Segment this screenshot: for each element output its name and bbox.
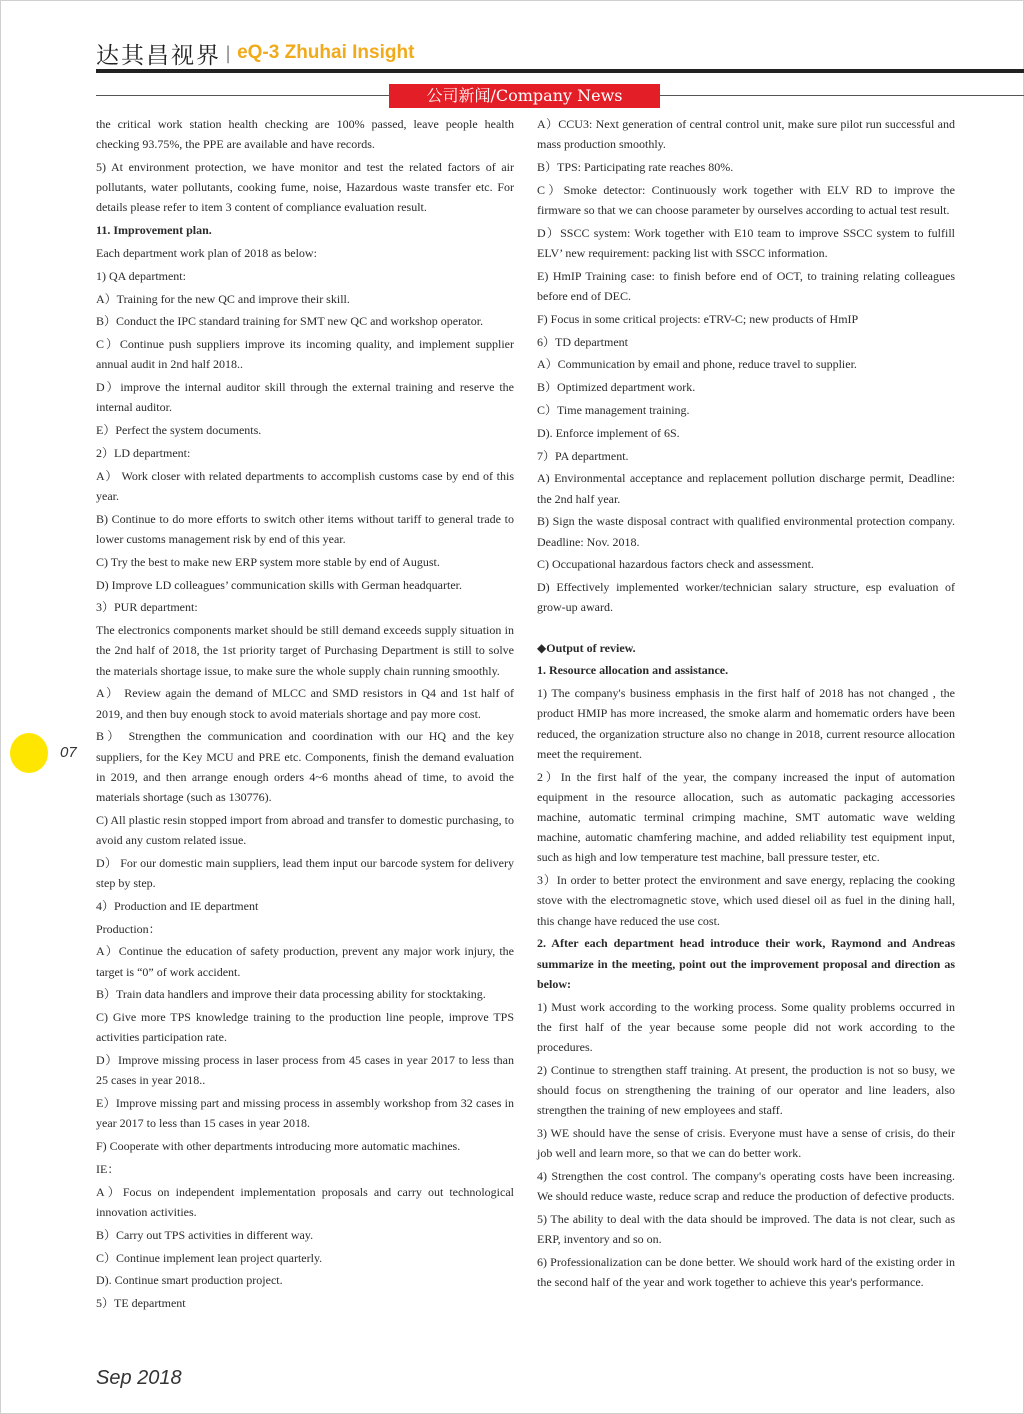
paragraph: 2）LD department: bbox=[96, 445, 191, 460]
paragraph: F) Focus in some critical projects: eTRV-C; new products of HmIP bbox=[537, 311, 859, 326]
heading-improvement-proposal: 2. After each department head introduce their work, Raymond and Andreas summarize in the meeting, point out the improvement proposal and direction as below: bbox=[537, 936, 955, 991]
heading-improvement-plan: 11. Improvement plan. bbox=[96, 223, 212, 238]
paragraph: C）Continue implement lean project quarterly. bbox=[96, 1250, 323, 1265]
heading-resource-allocation: 1. Resource allocation and assistance. bbox=[537, 663, 729, 678]
paragraph: 1) The company's business emphasis in the first half of 2018 has not changed , the product HMIP has more increased, the smoke alarm and homematic orders have been reduced, the organization structure also no change in 2018, current resource allocation meet the requirement. bbox=[537, 686, 955, 761]
paragraph: A） Work closer with related departments to accomplish customs case by end of this year. bbox=[96, 468, 514, 503]
paragraph: A）CCU3: Next generation of central control unit, make sure pilot run successful and mass production smoothly. bbox=[537, 117, 955, 152]
paragraph: B） Strengthen the communication and coordination with our HQ and the key suppliers, for the Key MCU and PRE etc. Components, finish the demand evaluation in 2019, and then arrange enough orders 4~6 months ahead of time, to avoid the materials shortage (such as 130776). bbox=[96, 729, 514, 804]
paragraph: D）Improve missing process in laser process from 45 cases in year 2017 to less than 25 cases in year 2018.. bbox=[96, 1053, 514, 1088]
paragraph: 3）In order to better protect the environment and save energy, replacing the cooking stove with the electromagnetic stove, which used diesel oil as fuel in the dining hall, this change have reduced the use cost. bbox=[537, 873, 955, 928]
paragraph: B) Continue to do more efforts to switch other items without tariff to general trade to lower customs management risk by end of this year. bbox=[96, 511, 514, 546]
paragraph: E) HmIP Training case: to finish before end of OCT, to training relating colleagues before end of DEC. bbox=[537, 268, 955, 303]
brand-english-title: eQ-3 Zhuhai Insight bbox=[237, 42, 415, 63]
paragraph: D) Effectively implemented worker/technician salary structure, esp evaluation of grow-up award. bbox=[537, 580, 955, 615]
paragraph: C) Occupational hazardous factors check and assessment. bbox=[537, 557, 814, 572]
paragraph: 7）PA department. bbox=[537, 448, 629, 463]
paragraph: Production： bbox=[96, 921, 161, 936]
section-tag-company-news: 公司新闻/Company News bbox=[389, 84, 660, 108]
paragraph: 5) The ability to deal with the data should be improved. The data is not clear, such as ERP, inventory and so on. bbox=[537, 1212, 955, 1247]
paragraph: A）Focus on independent implementation proposals and carry out technological innovation activities. bbox=[96, 1184, 514, 1219]
paragraph: D）improve the internal auditor skill through the external training and reserve the internal auditor. bbox=[96, 380, 514, 415]
paragraph: C) Try the best to make new ERP system more stable by end of August. bbox=[96, 554, 440, 569]
paragraph: B）Train data handlers and improve their data processing ability for stocktaking. bbox=[96, 987, 486, 1002]
paragraph: E）Improve missing part and missing process in assembly workshop from 32 cases in year 2017 to less than 15 cases in year 2018. bbox=[96, 1096, 514, 1131]
issue-date: Sep 2018 bbox=[96, 1367, 182, 1389]
paragraph: C) Give more TPS knowledge training to the production line people, improve TPS activities participation rate. bbox=[96, 1010, 514, 1045]
paragraph: The electronics components market should be still demand exceeds supply situation in the 2nd half of 2018, the 1st priority target of Purchasing Department is still to solve the materials shortage issue, to make sure the whole supply chain running smoothly. bbox=[96, 623, 514, 678]
paragraph: A）Continue the education of safety production, prevent any major work injury, the target is “0” of work accident. bbox=[96, 944, 514, 979]
paragraph: C) All plastic resin stopped import from abroad and transfer to domestic purchasing, to avoid any custom related issue. bbox=[96, 812, 514, 847]
paragraph: 3) WE should have the sense of crisis. Everyone must have a sense of crisis, do their job well and learn more, so that we can do better work. bbox=[537, 1126, 955, 1161]
paragraph: A) Environmental acceptance and replacement pollution discharge permit, Deadline: the 2nd half year. bbox=[537, 471, 955, 506]
left-column bbox=[96, 114, 514, 1316]
header-brand bbox=[96, 38, 414, 68]
header-rule-thick bbox=[96, 69, 1024, 73]
paragraph: A）Training for the new QC and improve their skill. bbox=[96, 291, 350, 306]
paragraph: B）Optimized department work. bbox=[537, 380, 696, 395]
paragraph: 3）PUR department: bbox=[96, 600, 198, 615]
paragraph: 2) Continue to strengthen staff training. At present, the production is not so busy, we should focus on strengthening the training of our operator and line leaders, also strengthen the training of new employees and staff. bbox=[537, 1062, 955, 1118]
paragraph: B）TPS: Participating rate reaches 80%. bbox=[537, 160, 734, 174]
paragraph: B）Conduct the IPC standard training for SMT new QC and workshop operator. bbox=[96, 314, 484, 329]
paragraph: D) Improve LD colleagues’ communication skills with German headquarter. bbox=[96, 577, 462, 592]
paragraph: 5) At environment protection, we have monitor and test the related factors of air pollutants, water pollutants, cooking fume, noise, Hazardous waste transfer etc. For details please refer to item 3 content of compliance evaluation result. bbox=[96, 160, 514, 215]
paragraph: 1) QA department: bbox=[96, 268, 186, 283]
paragraph: IE： bbox=[96, 1161, 120, 1176]
paragraph: 4）Production and IE department bbox=[96, 898, 259, 913]
paragraph: 6) Professionalization can be done better. We should work hard of the existing order in the second half of the year and work together to achieve this year's performance. bbox=[537, 1255, 955, 1290]
paragraph: B) Sign the waste disposal contract with qualified environmental protection company. Deadline: Nov. 2018. bbox=[537, 514, 955, 549]
right-column bbox=[537, 114, 955, 1295]
paragraph: C）Time management training. bbox=[537, 402, 690, 417]
paragraph: 2）In the first half of the year, the company increased the input of automation equipment in the resource allocation, such as automatic packaging accessories machine, automatic terminal crimping machine, SMT automatic wave welding machine, automatic chamfering machine, and added reliability test equipment input, such as high and low temperature test machine, ball pressure tester, etc. bbox=[537, 769, 955, 865]
heading-output-of-review: ◆Output of review. bbox=[537, 640, 636, 655]
page-marker-dot bbox=[10, 733, 48, 773]
paragraph: D）SSCC system: Work together with E10 team to improve SSCC system to fulfill ELV’ new requirement: packing list with SSCC information. bbox=[537, 225, 955, 260]
paragraph: the critical work station health checking are 100% passed, leave people health checking 93.75%, the PPE are available and have records. bbox=[96, 117, 514, 152]
paragraph: Each department work plan of 2018 as below: bbox=[96, 246, 317, 260]
paragraph: B）Carry out TPS activities in different way. bbox=[96, 1227, 314, 1242]
brand-separator: | bbox=[225, 42, 232, 64]
page-number: 07 bbox=[60, 744, 77, 761]
paragraph: 4) Strengthen the cost control. The company's operating costs have been increasing. We should reduce waste, reduce scrap and reduce the production of defective products. bbox=[537, 1169, 955, 1204]
paragraph: C）Continue push suppliers improve its incoming quality, and implement supplier annual audit in 2nd half 2018.. bbox=[96, 337, 514, 372]
brand-chinese-title: 达其昌视界 bbox=[96, 42, 221, 69]
paragraph: C）Smoke detector: Continuously work together with ELV RD to improve the firmware so that we can choose parameter by ourselves according to actual test result. bbox=[537, 182, 955, 217]
paragraph: A）Communication by email and phone, reduce travel to supplier. bbox=[537, 357, 857, 372]
paragraph: 5）TE department bbox=[96, 1296, 186, 1311]
paragraph: D） For our domestic main suppliers, lead them input our barcode system for delivery step by step. bbox=[96, 855, 514, 890]
paragraph: F) Cooperate with other departments introducing more automatic machines. bbox=[96, 1139, 461, 1154]
paragraph: E）Perfect the system documents. bbox=[96, 423, 262, 438]
paragraph: A） Review again the demand of MLCC and SMD resistors in Q4 and 1st half of 2019, and then buy enough stock to avoid materials shortage and pay more cost. bbox=[96, 686, 514, 721]
paragraph: D). Continue smart production project. bbox=[96, 1273, 283, 1288]
paragraph: D). Enforce implement of 6S. bbox=[537, 425, 680, 440]
paragraph: 1) Must work according to the working process. Some quality problems occurred in the first half of the year because some people did not work according to the procedures. bbox=[537, 999, 955, 1054]
paragraph: 6）TD department bbox=[537, 334, 628, 349]
